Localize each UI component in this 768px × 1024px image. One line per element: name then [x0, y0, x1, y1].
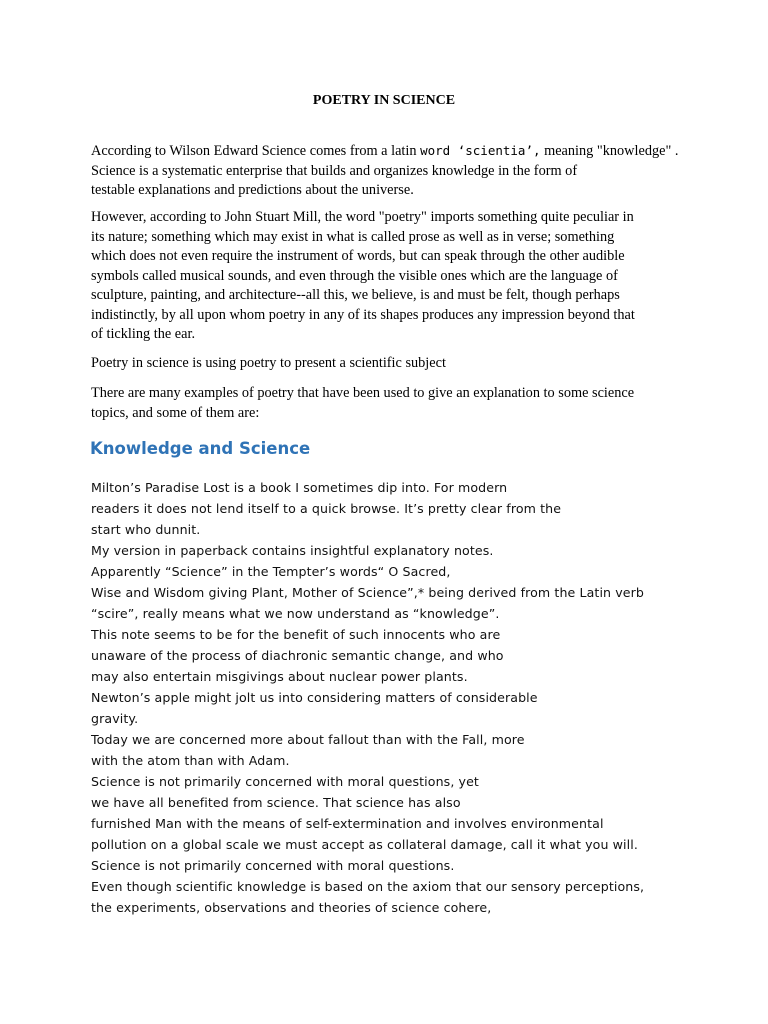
paragraph-line: sculpture, painting, and architecture--all this, we believe, is and must be felt, though perhaps — [91, 287, 620, 303]
poem-line: start who dunnit. — [91, 522, 201, 537]
poem-lines — [91, 477, 691, 918]
poem-line: Today we are concerned more about fallout than with the Fall, more — [91, 732, 525, 747]
paragraph-line: which does not even require the instrument of words, but can speak through the other audible — [91, 248, 625, 264]
text-span: meaning "knowledge" . — [540, 143, 679, 159]
paragraph-line: of tickling the ear. — [91, 326, 196, 342]
paragraph-line: indistinctly, by all upon whom poetry in any of its shapes produces any impression beyond that — [91, 306, 635, 323]
poem-line: My version in paperback contains insightful explanatory notes. — [91, 543, 494, 558]
poem-line: “scire”, really means what we now understand as “knowledge”. — [91, 606, 500, 621]
poem-line: Apparently “Science” in the Tempter’s words“ O Sacred, — [91, 564, 451, 579]
poem-line: Even though scientific knowledge is based on the axiom that our sensory perceptions, — [91, 879, 645, 894]
paragraph-line: symbols called musical sounds, and even through the visible ones which are the language of — [91, 267, 618, 284]
section-heading: Knowledge and Science — [90, 439, 311, 458]
paragraph-definition — [91, 354, 691, 374]
paragraph-examples — [91, 384, 691, 423]
poem-line: pollution on a global scale we must accept as collateral damage, call it what you will. — [91, 837, 638, 852]
paragraph-etymology — [91, 141, 691, 201]
poem-line: Milton’s Paradise Lost is a book I sometimes dip into. For modern — [91, 480, 508, 495]
poem-line: furnished Man with the means of self-extermination and involves environmental — [91, 816, 604, 831]
paragraph-line: Poetry in science is using poetry to present a scientific subject — [91, 355, 446, 371]
latin-term: word ‘scientia’, — [420, 143, 541, 158]
paragraph-mill — [91, 208, 691, 345]
paragraph-line: Science is a systematic enterprise that builds and organizes knowledge in the form of — [91, 162, 578, 179]
poem-line: we have all benefited from science. That science has also — [91, 795, 461, 810]
paragraph-line: However, according to John Stuart Mill, the word "poetry" imports something quite peculiar in — [91, 209, 634, 225]
paragraph-line: testable explanations and predictions about the universe. — [91, 182, 414, 198]
poem-line: This note seems to be for the benefit of such innocents who are — [91, 627, 501, 642]
poem-line: may also entertain misgivings about nuclear power plants. — [91, 669, 468, 684]
text-span: According to Wilson Edward Science comes from a latin — [91, 143, 421, 159]
poem-line: Science is not primarily concerned with moral questions, yet — [91, 774, 479, 789]
poem-line: the experiments, observations and theories of science cohere, — [91, 900, 492, 915]
paragraph-line: There are many examples of poetry that have been used to give an explanation to some science — [91, 385, 635, 401]
poem-line: with the atom than with Adam. — [91, 753, 290, 768]
poem-line: Newton’s apple might jolt us into considering matters of considerable — [91, 690, 538, 705]
poem-line: Wise and Wisdom giving Plant, Mother of Science”,* being derived from the Latin verb — [91, 585, 645, 600]
poem-line: gravity. — [91, 711, 139, 726]
paragraph-line: topics, and some of them are: — [91, 404, 260, 421]
paragraph-line — [91, 141, 691, 162]
poem-line: readers it does not lend itself to a quick browse. It’s pretty clear from the — [91, 501, 562, 516]
paragraph-line: its nature; something which may exist in what is called prose as well as in verse; something — [91, 228, 615, 245]
document-title: POETRY IN SCIENCE — [312, 93, 456, 108]
poem-line: unaware of the process of diachronic semantic change, and who — [91, 648, 504, 663]
poem-line: Science is not primarily concerned with moral questions. — [91, 858, 455, 873]
